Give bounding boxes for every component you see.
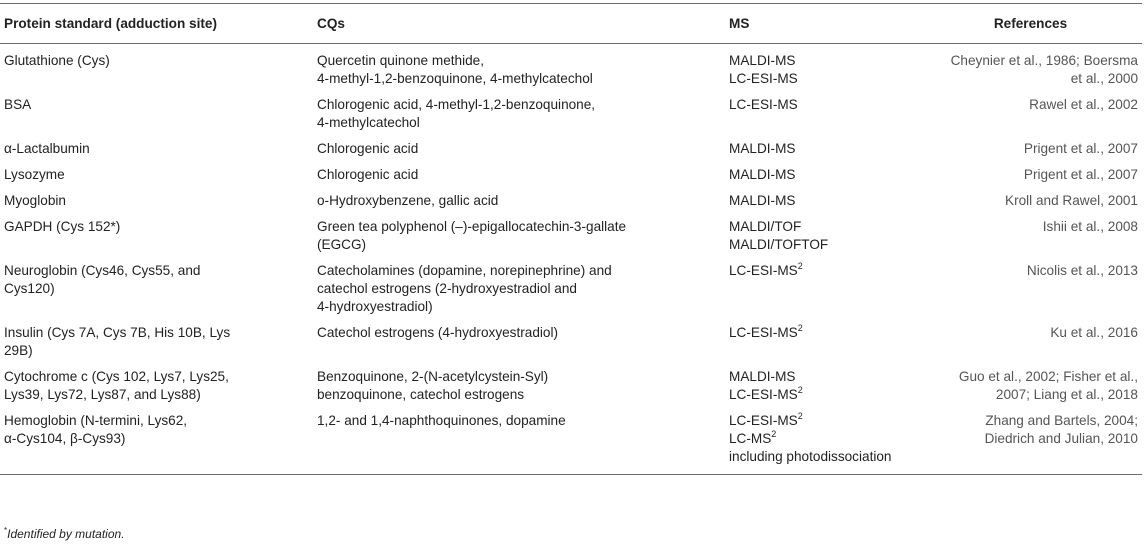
ms-method: MALDI-MS (729, 193, 796, 208)
cell-ms (725, 320, 919, 364)
cell-protein (0, 188, 313, 214)
cell-ms (725, 258, 919, 320)
ms-method: including photodissociation (729, 449, 892, 464)
protein-line: Cytochrome c (Cys 102, Lys7, Lys25, (4, 369, 229, 384)
cell-references (919, 364, 1142, 408)
ms-method: LC-ESI-MS (729, 71, 798, 86)
cell-protein (0, 364, 313, 408)
cell-cqs (313, 162, 725, 188)
ms-line (729, 430, 915, 448)
cell-ms (725, 92, 919, 136)
cell-protein (0, 136, 313, 162)
cqs-line: 1,2- and 1,4-naphthoquinones, dopamine (317, 413, 566, 428)
cell-cqs (313, 258, 725, 320)
cell-references (919, 162, 1142, 188)
protein-line: Cys120) (4, 281, 55, 296)
cell-ms (725, 162, 919, 188)
protein-line: GAPDH (Cys 152*) (4, 219, 121, 234)
reference-line: Cheynier et al., 1986; Boersma (950, 53, 1138, 68)
ms-line (729, 52, 915, 70)
cell-references (919, 320, 1142, 364)
cell-references (919, 408, 1142, 475)
cell-ms (725, 188, 919, 214)
ms-line (729, 218, 915, 236)
cqs-line: benzoquinone, catechol estrogens (317, 387, 525, 402)
reference-line: Guo et al., 2002; Fisher et al., (958, 369, 1138, 384)
reference-line: 2007; Liang et al., 2018 (995, 387, 1138, 402)
ms-line (729, 262, 915, 280)
protein-line: Lys39, Lys72, Lys87, and Lys88) (4, 387, 201, 402)
footnote-text: Identified by mutation. (7, 527, 125, 541)
reference-line: Zhang and Bartels, 2004; (985, 413, 1138, 428)
cell-references (919, 214, 1142, 258)
reference-line: Prigent et al., 2007 (1023, 167, 1138, 182)
cqs-line: 4-methyl-1,2-benzoquinone, 4-methylcatechol (317, 71, 593, 86)
ms-method: MALDI-MS (729, 369, 796, 384)
ms-superscript: 2 (797, 261, 803, 271)
cell-references (919, 92, 1142, 136)
cell-references (919, 258, 1142, 320)
ms-method: MALDI/TOF (729, 219, 802, 234)
table-row (0, 162, 1142, 188)
ms-line (729, 236, 915, 254)
footnote (4, 527, 125, 541)
ms-line (729, 96, 915, 114)
cell-ms (725, 136, 919, 162)
reference-line: Ishii et al., 2008 (1042, 219, 1138, 234)
table-row (0, 44, 1142, 93)
header-protein: Protein standard (adduction site) (0, 4, 313, 44)
table-body (0, 44, 1142, 475)
cell-cqs (313, 44, 725, 93)
cqs-line: Catechol estrogens (4-hydroxyestradiol) (317, 325, 559, 340)
cell-protein (0, 214, 313, 258)
cell-cqs (313, 214, 725, 258)
table-row (0, 258, 1142, 320)
ms-method: LC-ESI-MS (729, 325, 798, 340)
protein-line: Hemoglobin (N-termini, Lys62, (4, 413, 188, 428)
protein-line: 29B) (4, 343, 33, 358)
ms-superscript: 2 (797, 411, 803, 421)
cell-protein (0, 408, 313, 475)
ms-method: MALDI-MS (729, 167, 796, 182)
cell-references (919, 188, 1142, 214)
ms-method: LC-ESI-MS (729, 387, 798, 402)
protein-line: Insulin (Cys 7A, Cys 7B, His 10B, Lys (4, 325, 231, 340)
protein-line: α-Lactalbumin (4, 141, 90, 156)
reference-line: Ku et al., 2016 (1050, 325, 1138, 340)
cell-ms (725, 44, 919, 93)
cqs-line: o-Hydroxybenzene, gallic acid (317, 193, 499, 208)
table-row (0, 92, 1142, 136)
reference-line: Diedrich and Julian, 2010 (984, 431, 1138, 446)
cell-ms (725, 408, 919, 475)
ms-method: LC-MS (729, 431, 772, 446)
cell-cqs (313, 92, 725, 136)
reference-line: Nicolis et al., 2013 (1026, 263, 1138, 278)
reference-line: Rawel et al., 2002 (1029, 97, 1138, 112)
cell-cqs (313, 408, 725, 475)
ms-line (729, 192, 915, 210)
protein-line: BSA (4, 97, 32, 112)
header-row (0, 4, 1142, 44)
ms-line (729, 166, 915, 184)
cqs-line: Benzoquinone, 2-(N-acetylcystein-Syl) (317, 369, 549, 384)
protein-line: Lysozyme (4, 167, 65, 182)
cell-references (919, 44, 1142, 93)
cell-protein (0, 320, 313, 364)
header-references: References (919, 4, 1142, 44)
cell-protein (0, 92, 313, 136)
cell-protein (0, 44, 313, 93)
table-row (0, 320, 1142, 364)
data-table (0, 3, 1142, 475)
cqs-line: Green tea polyphenol (–)-epigallocatechin-3-gallate (317, 219, 627, 234)
ms-superscript: 2 (797, 323, 803, 333)
cell-ms (725, 214, 919, 258)
cqs-line: 4-hydroxyestradiol) (317, 299, 433, 314)
ms-line (729, 386, 915, 404)
reference-line: et al., 2000 (1070, 71, 1138, 86)
table-row (0, 408, 1142, 475)
table-row (0, 188, 1142, 214)
cqs-line: 4-methylcatechol (317, 115, 420, 130)
cqs-line: Catecholamines (dopamine, norepinephrine) and (317, 263, 612, 278)
ms-method: MALDI/TOFTOF (729, 237, 829, 252)
ms-method: LC-ESI-MS (729, 263, 798, 278)
ms-line (729, 324, 915, 342)
ms-line (729, 140, 915, 158)
ms-superscript: 2 (797, 385, 803, 395)
protein-line: Glutathione (Cys) (4, 53, 110, 68)
table-row (0, 214, 1142, 258)
reference-line: Kroll and Rawel, 2001 (1005, 193, 1138, 208)
cqs-line: Chlorogenic acid (317, 167, 419, 182)
header-cqs: CQs (313, 4, 725, 44)
cell-cqs (313, 188, 725, 214)
ms-line (729, 368, 915, 386)
ms-line (729, 412, 915, 430)
table-row (0, 364, 1142, 408)
ms-line (729, 70, 915, 88)
reference-line: Prigent et al., 2007 (1023, 141, 1138, 156)
header-ms: MS (725, 4, 919, 44)
ms-method: LC-ESI-MS (729, 413, 798, 428)
cell-protein (0, 258, 313, 320)
ms-line (729, 448, 915, 466)
ms-method: LC-ESI-MS (729, 97, 798, 112)
table-header (0, 4, 1142, 44)
protein-line: α-Cys104, β-Cys93) (4, 431, 126, 446)
footnote-mark: * (4, 526, 8, 535)
cqs-line: (EGCG) (317, 237, 367, 252)
cell-protein (0, 162, 313, 188)
ms-superscript: 2 (771, 429, 777, 439)
cell-ms (725, 364, 919, 408)
cqs-line: catechol estrogens (2-hydroxyestradiol and (317, 281, 577, 296)
cqs-line: Chlorogenic acid, 4-methyl-1,2-benzoquinone, (317, 97, 596, 112)
ms-method: MALDI-MS (729, 53, 796, 68)
cell-cqs (313, 320, 725, 364)
cell-cqs (313, 364, 725, 408)
cell-references (919, 136, 1142, 162)
ms-method: MALDI-MS (729, 141, 796, 156)
table-row (0, 136, 1142, 162)
protein-line: Neuroglobin (Cys46, Cys55, and (4, 263, 201, 278)
protein-line: Myoglobin (4, 193, 66, 208)
cqs-line: Quercetin quinone methide, (317, 53, 485, 68)
cell-cqs (313, 136, 725, 162)
cqs-line: Chlorogenic acid (317, 141, 419, 156)
